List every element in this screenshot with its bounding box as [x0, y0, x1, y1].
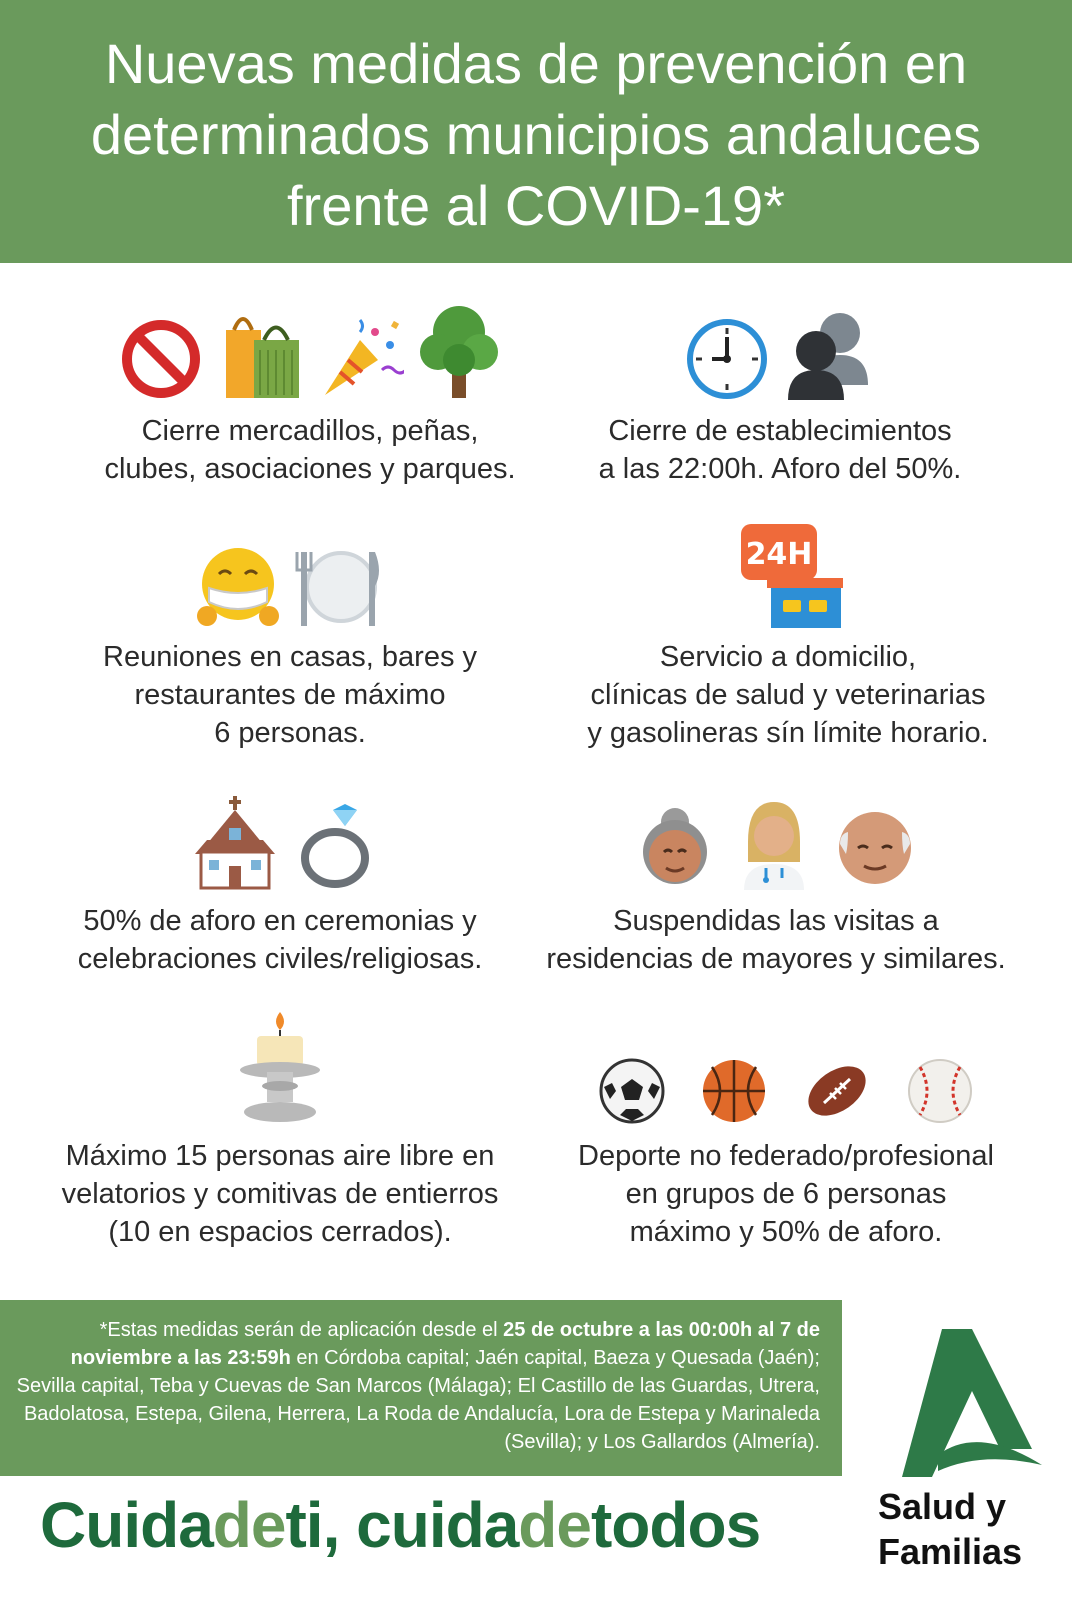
text-line: máximo y 50% de aforo. — [629, 1216, 943, 1248]
brand-name — [878, 1484, 1048, 1574]
tree-icon — [418, 302, 500, 400]
text-line: celebraciones civiles/religiosas. — [77, 943, 483, 975]
junta-andalucia-logo — [872, 1325, 1052, 1485]
masked-face-icon — [195, 544, 281, 630]
icon-row — [30, 1010, 530, 1125]
measure-text — [538, 638, 1038, 752]
soccer-ball-icon — [598, 1057, 666, 1125]
icon-row — [530, 290, 1030, 400]
title-line-1: Nuevas medidas de prevención en — [104, 32, 968, 95]
icon-row — [40, 520, 540, 630]
text-line: Cierre de establecimientos — [608, 415, 952, 447]
measure-text — [60, 412, 560, 488]
brand-line: Familias — [878, 1531, 1023, 1572]
measure-text — [530, 412, 1030, 488]
american-football-icon — [802, 1057, 872, 1125]
measure-closures — [60, 290, 560, 488]
measure-text — [40, 638, 540, 752]
footnote-text — [10, 1316, 820, 1456]
chapel-icon — [185, 794, 285, 890]
icon-row — [30, 790, 530, 890]
basketball-icon — [700, 1057, 768, 1125]
text-line: clínicas de salud y veterinarias — [590, 679, 986, 711]
text-line: 50% de aforo en ceremonias y — [83, 905, 477, 937]
footnote-date-from: 25 de octubre a las 00:00h — [503, 1319, 753, 1341]
brand-line: Salud y — [878, 1486, 1007, 1527]
slogan-part: de — [518, 1489, 591, 1561]
shopping-bags-icon — [216, 305, 306, 400]
text-line: residencias de mayores y similares. — [546, 943, 1006, 975]
measure-no-time-limit — [538, 520, 1038, 752]
text-line: clubes, asociaciones y parques. — [104, 453, 516, 485]
measure-text — [30, 1137, 530, 1251]
footnote-places: en Córdoba capital; Jaén capital, Baeza y Quesada (Jaén); Sevilla capital, Teba y Cuevas de San Marcos (Málaga); El Castillo de las Guardas, Utrera, Badolatosa, Estepa, Gilena, Herrera, La Roda de Andalucía, Lora de Estepa y Marinaleda (Sevilla); y Los Gallardos (Almería). — [16, 1347, 820, 1453]
text-line: Máximo 15 personas aire libre en — [65, 1140, 495, 1172]
text-line: a las 22:00h. Aforo del 50%. — [598, 453, 962, 485]
24h-badge-text: 24H — [745, 537, 813, 572]
prohibited-icon — [120, 318, 202, 400]
fork-plate-knife-icon — [295, 544, 385, 630]
measure-sports — [536, 1010, 1036, 1251]
slogan — [40, 1488, 760, 1562]
slogan-part: Cuida — [40, 1489, 213, 1561]
measure-text — [30, 902, 530, 978]
measure-text — [526, 902, 1026, 978]
text-line: Servicio a domicilio, — [659, 641, 917, 673]
measure-funerals — [30, 1010, 530, 1251]
icon-row — [526, 790, 1026, 890]
slogan-part: ti, cuida — [285, 1489, 519, 1561]
party-popper-icon — [320, 310, 404, 400]
text-line: Cierre mercadillos, peñas, — [141, 415, 479, 447]
icon-row — [60, 290, 560, 400]
icon-row — [536, 1010, 1036, 1125]
title-line-3: frente al COVID-19* — [287, 174, 785, 237]
text-line: en grupos de 6 personas — [625, 1178, 947, 1210]
text-line: restaurantes de máximo — [134, 679, 446, 711]
text-line: Reuniones en casas, bares y — [103, 641, 477, 673]
text-line: Deporte no federado/profesional — [578, 1140, 994, 1172]
measure-elderly-visits — [526, 790, 1026, 978]
old-woman-icon — [636, 804, 714, 890]
baseball-icon — [906, 1057, 974, 1125]
candle-icon — [235, 1010, 325, 1125]
text-line: Suspendidas las visitas a — [613, 905, 939, 937]
slogan-part: todos — [590, 1489, 761, 1561]
header-banner — [0, 0, 1072, 263]
text-line: velatorios y comitivas de entierros — [61, 1178, 499, 1210]
clock-icon — [686, 318, 768, 400]
footnote-box — [0, 1300, 842, 1476]
measure-closing-time — [530, 290, 1030, 488]
icon-row — [538, 520, 1038, 630]
title-line-2: determinados municipios andaluces — [90, 103, 982, 166]
ring-icon — [299, 800, 375, 890]
footnote-prefix: *Estas medidas serán de aplicación desde el — [99, 1319, 504, 1341]
measure-text — [536, 1137, 1036, 1251]
text-line: (10 en espacios cerrados). — [108, 1216, 452, 1248]
text-line: y gasolineras sín límite horario. — [587, 717, 989, 749]
old-man-icon — [834, 804, 916, 890]
slogan-part: de — [212, 1489, 286, 1561]
footnote-date-to: al 7 de noviembre a las 23:59h — [70, 1319, 820, 1369]
people-silhouette-icon — [782, 305, 874, 400]
text-line: 6 personas. — [214, 717, 366, 749]
measure-gatherings — [40, 520, 540, 752]
page-title — [20, 28, 1052, 241]
measure-ceremonies — [30, 790, 530, 978]
health-worker-icon — [738, 798, 810, 890]
24h-store-icon — [733, 520, 843, 630]
